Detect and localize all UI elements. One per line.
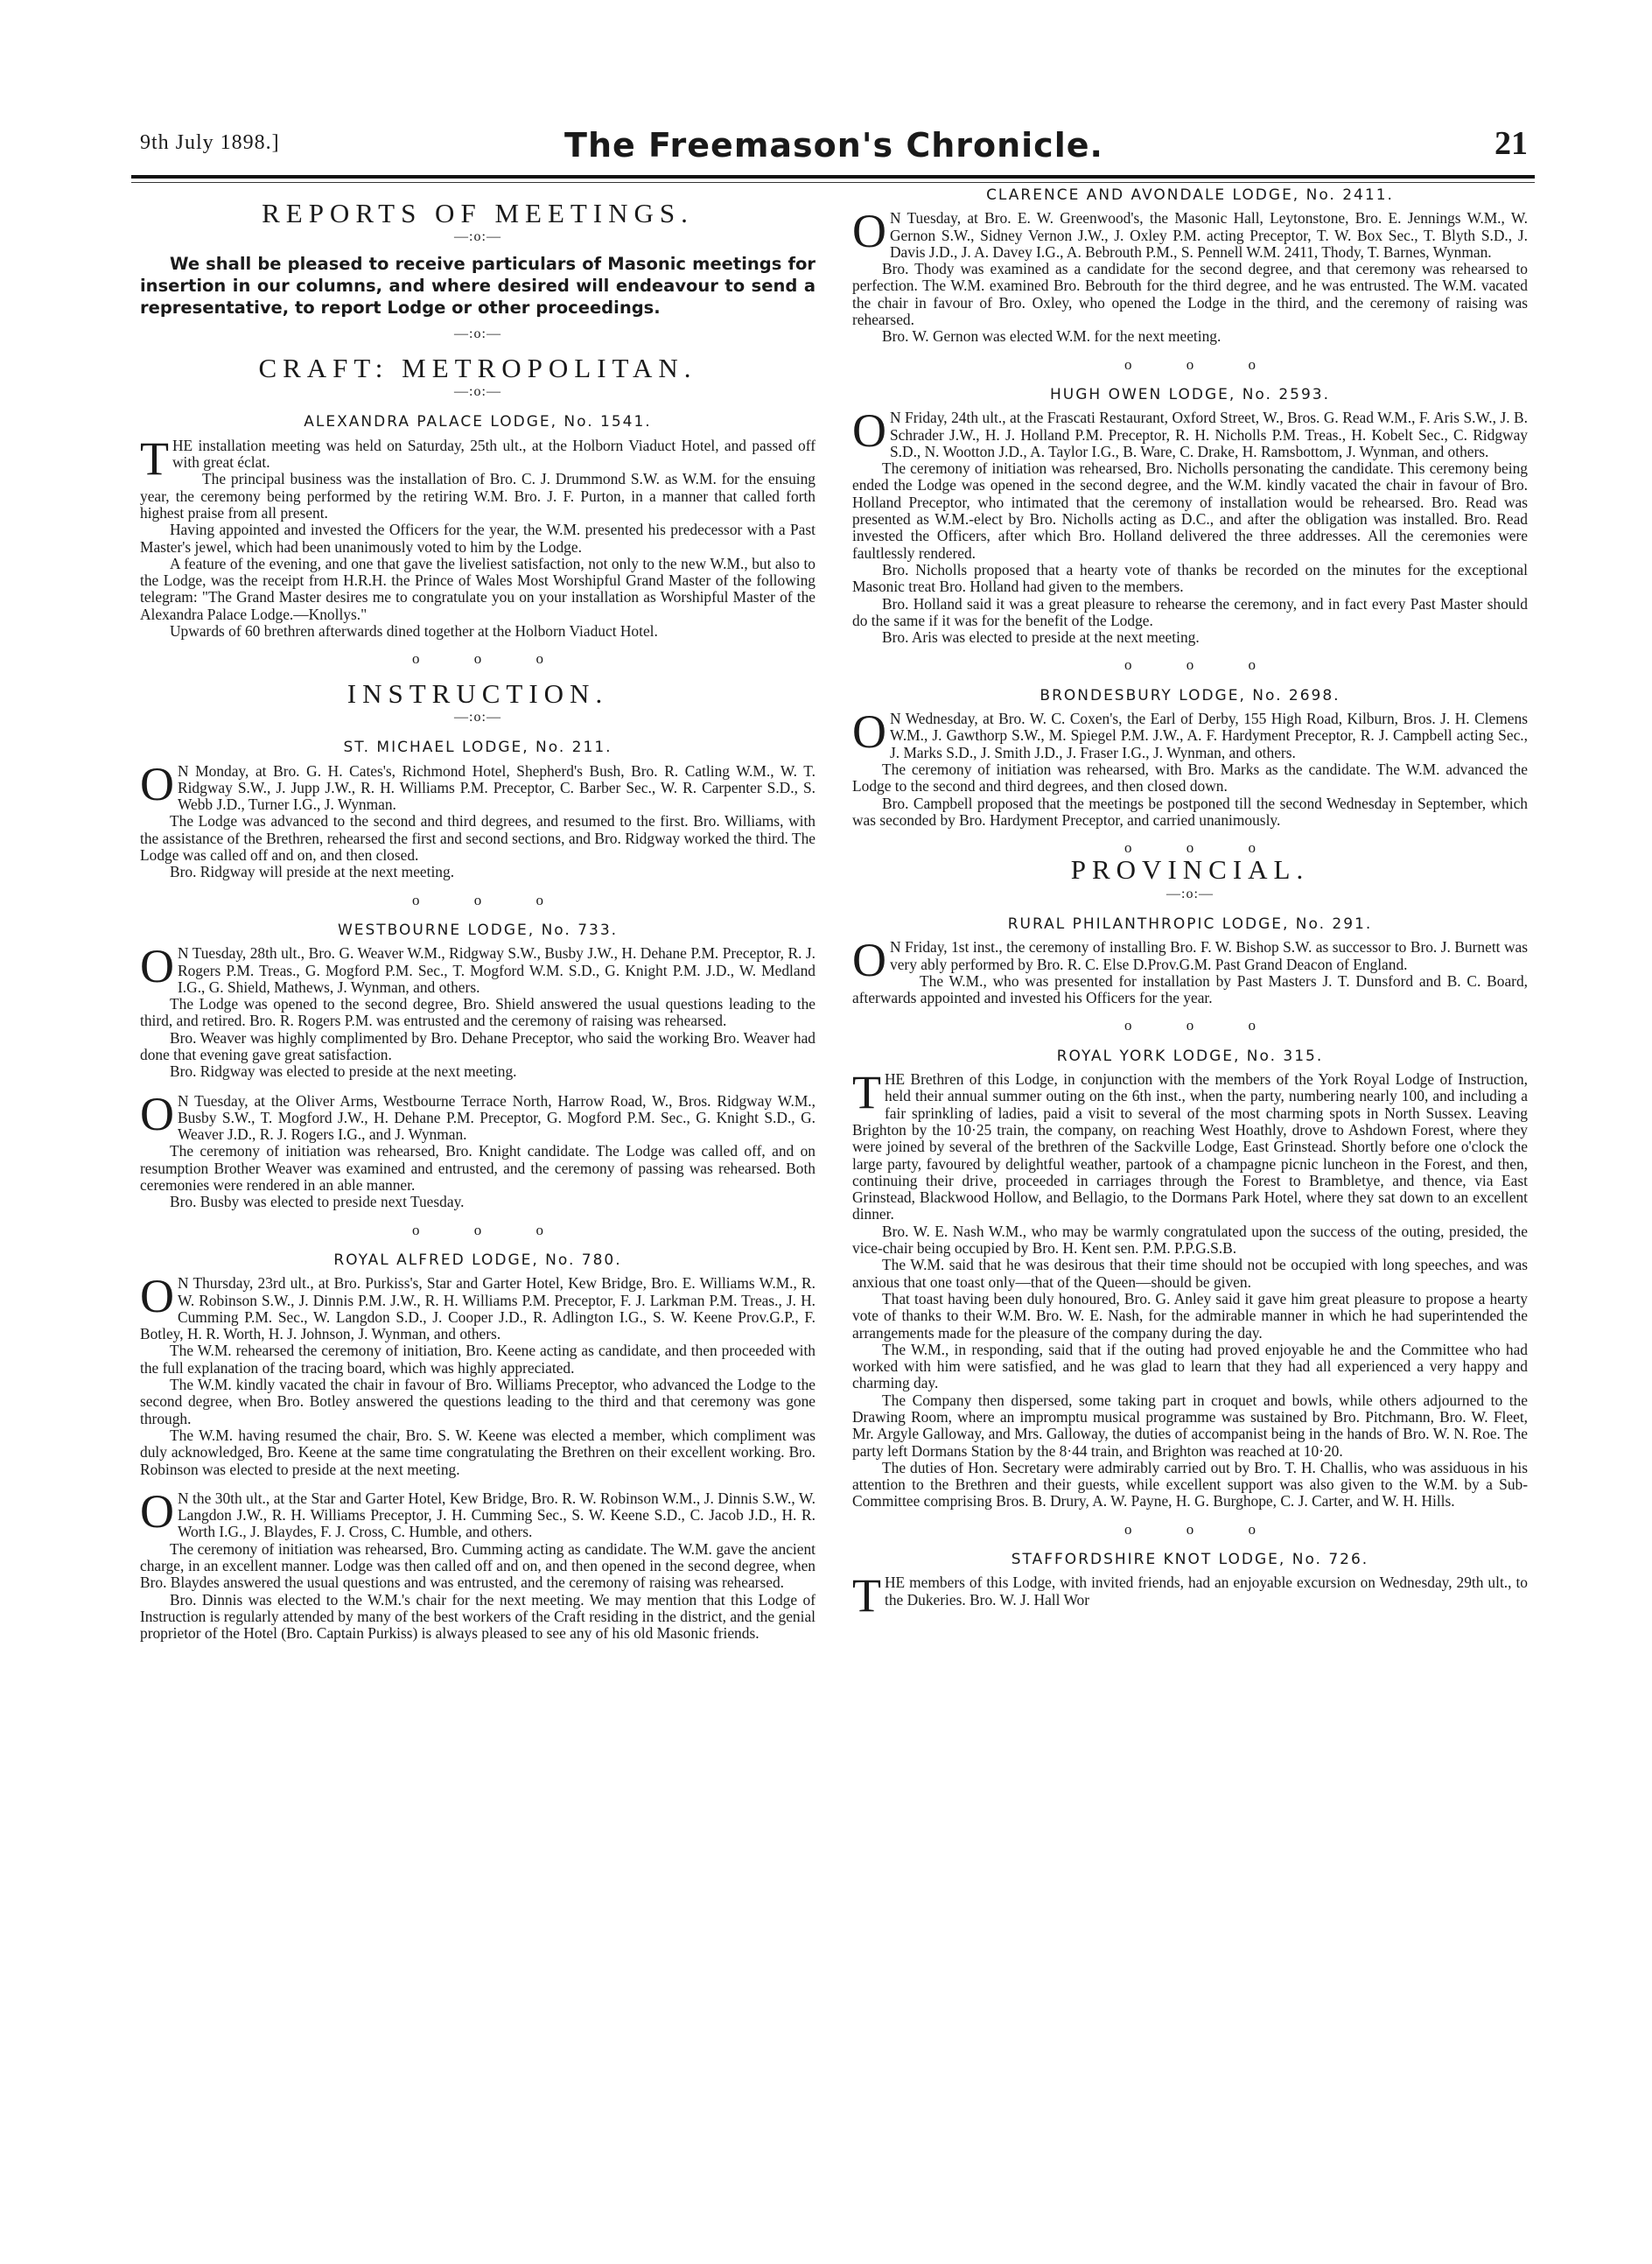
article-paragraph: ON Friday, 24th ult., at the Frascati Restaurant, Oxford Street, W., Bros. G. Read W.M., F. Aris S.W., J. B. Schrader J.W., H. J. Holland P.M. Preceptor, R. H. Nicholls P.M. Treas., H. Kobelt Sec., C. Ridgway S.D., N. Wootton J.D., A. Taylor I.G., B. Ware, C. Drake, H. Ramsbottom, J. Wynman, and others. [852, 404, 1528, 460]
page-header [140, 125, 1528, 175]
lodge-heading: ROYAL YORK LODGE, No. 315. [1056, 1047, 1324, 1065]
article-paragraph: Bro. Dinnis was elected to the W.M.'s chair for the next meeting. We may mention that this Lodge of Instruction is regularly attended by many of the best workers of the Craft residing in the district, and the genial proprietor of the Hotel (Bro. Captain Purkiss) is always pleased to see any of his old Masonic friends. [140, 1590, 816, 1643]
ornament: o o o [1124, 1520, 1256, 1538]
article-paragraph: THE members of this Lodge, with invited friends, had an enjoyable excursion on Wednesday, 29th ult., to the Dukeries. Bro. W. J. Hall Wor [852, 1569, 1528, 1623]
article-paragraph: Bro. Holland said it was a great pleasure to rehearse the ceremony, and in fact every Past Master should do the same if it was for the benefit of the Lodge. [852, 594, 1528, 629]
article-paragraph: ON Tuesday, at Bro. E. W. Greenwood's, the Masonic Hall, Leytonstone, Bro. E. Jennings W.M., W. Gernon S.W., Sidney Vernon J.W., J. Oxley P.M. acting Preceptor, T. W. Box Sec., T. Blyth S.D., J. Davis J.D., J. A. Davey I.G., A. Bebrouth P.M., S. Pennell W.M. 2411, Thody, T. Barnes, Wynman. [852, 205, 1528, 261]
article-paragraph: The ceremony of initiation was rehearsed, Bro. Cumming acting as candidate. The W.M. gave the ancient charge, in an excellent manner. Lodge was then called off and on, and then opened in the second degree, when Bro. Blaydes answered the usual questions and was entrusted, and the ceremony of raising was rehearsed. [140, 1539, 816, 1592]
article-paragraph: THE installation meeting was held on Saturday, 25th ult., at the Holborn Viaduct Hotel, and passed off with great éclat. [140, 431, 816, 485]
article-paragraph: ON Wednesday, at Bro. W. C. Coxen's, the Earl of Derby, 155 High Road, Kilburn, Bros. J. H. Clemens W.M., J. Gawthorp S.W., M. Spiegel P.M. J.W., A. F. Hardyment Preceptor, R. J. Campbell acting Sec., J. Marks S.D., J. Smith J.D., J. Fraser I.G., J. Wynman, and others. [852, 705, 1528, 761]
article-paragraph: The Lodge was advanced to the second and third degrees, and resumed to the first. Bro. Williams, with the assistance of the Brethren, rehearsed the first and second sections, and Bro. Ridgway worked the third. The Lodge was called off and on, and then closed. [140, 812, 816, 865]
article-paragraph: ON Thursday, 23rd ult., at Bro. Purkiss's, Star and Garter Hotel, Kew Bridge, Bro. E. Williams W.M., R. W. Robinson S.W., J. Dinnis P.M. J.W., R. H. Williams P.M. Preceptor, F. J. Larkman P.M. Treas., J. H. Cumming P.M. Sec., W. Langdon S.D., J. Cooper J.D., R. Adlington I.G., S. W. Keene Prov.G.P., F. Botley, H. R. Worth, H. J. Johnson, J. Wynman, and others. [140, 1270, 816, 1343]
article-paragraph: ON Tuesday, at the Oliver Arms, Westbourne Terrace North, Harrow Road, W., Bros. Ridgway W.M., Busby S.W., T. Mogford J.W., H. Dehane P.M. Preceptor, G. Mogford P.M. Sec., G. Knight S.D., G. Weaver J.D., R. J. Rogers I.G., and J. Wynman. [140, 1087, 816, 1144]
article-paragraph: The ceremony of initiation was rehearsed, with Bro. Marks as the candidate. The W.M. advanced the Lodge to the second and third degrees, and then closed down. [852, 760, 1528, 796]
article-paragraph: Upwards of 60 brethren afterwards dined together at the Holborn Viaduct Hotel. [170, 622, 658, 641]
ornament: o o o [412, 650, 543, 668]
article-paragraph: That toast having been duly honoured, Bro. G. Anley said it gave him great pleasure to propose a hearty vote of thanks to their W.M. Bro. W. E. Nash, for the admirable manner in which he had superintended the arrangements made for the pleasure of the company during the day. [852, 1289, 1528, 1342]
article-paragraph: Bro. W. Gernon was elected W.M. for the next meeting. [882, 327, 1222, 346]
divider: —:o:— [1166, 886, 1214, 901]
article-paragraph: ON Friday, 1st inst., the ceremony of installing Bro. F. W. Bishop S.W. as successor to Bro. J. Burnett was very ably performed by Bro. R. C. Else D.Prov.G.M. Past Grand Deacon of England. [852, 934, 1528, 987]
spacer [140, 1478, 816, 1490]
article-paragraph: A feature of the evening, and one that gave the liveliest satisfaction, not only to the new W.M., but also to the Lodge, was the receipt from H.R.H. the Prince of Wales Most Worshipful Grand Master of the following telegram: "The Grand Master desires me to congratulate you on your installation as Worshipful Master of the Alexandra Palace Lodge.—Knollys." [140, 554, 816, 623]
lodge-heading: RURAL PHILANTHROPIC LODGE, No. 291. [1007, 915, 1373, 933]
ornament: o o o [1124, 355, 1256, 373]
lodge-heading: ROYAL ALFRED LODGE, No. 780. [333, 1251, 622, 1269]
article-paragraph: The Lodge was opened to the second degree, Bro. Shield answered the usual questions leading to the third, and retired. Bro. R. Rogers P.M. was entrusted and the ceremony of raising was rehearsed. [140, 995, 816, 1030]
article-paragraph: ON the 30th ult., at the Star and Garter Hotel, Kew Bridge, Bro. R. W. Robinson W.M., J. Dinnis S.W., W. Langdon J.W., R. H. Williams Preceptor, J. H. Cumming Sec., S. W. Keene S.D., C. Jacob J.D., H. R. Worth I.G., J. Blaydes, F. J. Cross, C. Humble, and others. [140, 1484, 816, 1541]
ornament: o o o [1124, 839, 1256, 857]
ornament: o o o [412, 1221, 543, 1238]
provincial-title: PROVINCIAL. [1070, 854, 1310, 886]
lodge-heading: ALEXANDRA PALACE LODGE, No. 1541. [304, 413, 652, 431]
article-paragraph: Bro. Aris was elected to preside at the next meeting. [882, 628, 1200, 647]
left-column [140, 187, 816, 2226]
article-paragraph: Bro. Busby was elected to preside next Tuesday. [170, 1193, 465, 1211]
article-paragraph: The W.M. rehearsed the ceremony of initiation, Bro. Keene acting as candidate, and then proceeded with the full explanation of the tracing board, which was highly appreciated. [140, 1342, 816, 1377]
article-paragraph: The duties of Hon. Secretary were admirably carried out by Bro. T. H. Challis, who was assiduous in his attention to the Brethren and their guests, while excellent support was also given to the W.M. by a Sub-Committee comprising Bros. B. Drury, A. W. Payne, H. G. Burghope, C. J. Carter, and W. H. Hills. [852, 1458, 1528, 1511]
article-paragraph: Bro. Ridgway was elected to preside at the next meeting. [170, 1062, 517, 1081]
ornament: o o o [1124, 1017, 1256, 1034]
article-paragraph: ON Tuesday, 28th ult., Bro. G. Weaver W.M., Ridgway S.W., Busby J.W., H. Dehane P.M. Preceptor, R. J. Rogers P.M. Treas., G. Mogford P.M. Sec., T. Mogford W.M. S.D., G. Knight P.M. J.D., W. Medland I.G., G. Shield, Mathews, J. Wynman, and others. [140, 940, 816, 996]
masthead: The Freemason's Chronicle. [564, 126, 1103, 165]
lodge-heading: ST. MICHAEL LODGE, No. 211. [343, 739, 612, 757]
header-rule-thin [131, 182, 1535, 183]
article-paragraph: The W.M., in responding, said that if the outing had proved enjoyable he and the Committee who had worked with him were satisfied, and he was glad to learn that they had all experienced a very happy and charming day. [852, 1340, 1528, 1392]
article-paragraph: Bro. W. E. Nash W.M., who may be warmly congratulated upon the success of the outing, presided, the vice-chair being occupied by Bro. H. Kent sen. P.M. P.P.G.S.B. [852, 1222, 1528, 1258]
article-paragraph: The principal business was the installation of Bro. C. J. Drummond S.W. as W.M. for the ensuing year, the ceremony being performed by the retiring W.M. Bro. J. F. Purton, in a manner that called forth highest praise from all present. [140, 470, 816, 522]
craft-metropolitan-title: CRAFT: METROPOLITAN. [258, 352, 697, 383]
right-column [852, 187, 1528, 2226]
reports-title: REPORTS OF MEETINGS. [262, 198, 694, 228]
divider: —:o:— [454, 326, 501, 341]
header-rule-thick [131, 175, 1535, 179]
article-paragraph: The ceremony of initiation was rehearsed, Bro. Knight candidate. The Lodge was called off, and on resumption Brother Weaver was examined and entrusted, and the ceremony of passing was rehearsed. Both ceremonies were rendered in an able manner. [140, 1142, 816, 1195]
lodge-heading: BRONDESBURY LODGE, No. 2698. [1040, 686, 1340, 704]
article-paragraph: Bro. Ridgway will preside at the next meeting. [170, 863, 455, 881]
article-paragraph: THE Brethren of this Lodge, in conjunction with the members of the York Royal Lodge of Instruction, held their annual summer outing on the 6th inst., when the party, numbering nearly 100, and including a fair sprinkling of ladies, paid a visit to several of the most charming spots in North Sussex. Leaving Brighton by the 10·25 train, the company, on reaching West Hoathly, drove to Ashdown Forest, where they were joined by several of the brethren of the Sackville Lodge, East Grinstead. Shortly before one o'clock the large party, favoured by delightful weather, partook of a champagne picnic luncheon in the Forest, and then, continuing their drive, proceeded in carriages through the Forest to Brambletye, and thence, via East Grinstead, Blackwood Hollow, and Bellagio, to the Dormans Park Hotel, where they sat down to an excellent dinner. [852, 1066, 1528, 1223]
intro-notice: We shall be pleased to receive particulars of Masonic meetings for insertion in our columns, and where desired will endeavour to send a representative, to report Lodge or other proceedings. [140, 253, 816, 318]
page-number: 21 [1494, 125, 1528, 162]
divider: —:o:— [454, 229, 501, 245]
article-paragraph: Bro. Weaver was highly complimented by Bro. Dehane Preceptor, who said the working Bro. Weaver had done that evening gave great satisfaction. [140, 1028, 816, 1063]
article-paragraph: Bro. Campbell proposed that the meetings be postponed till the second Wednesday in September, which was seconded by Bro. Hardyment Preceptor, and carried unanimously. [852, 794, 1528, 829]
spacer [140, 1081, 816, 1093]
article-paragraph: The W.M., who was presented for installation by Past Masters J. T. Dunsford and B. C. Board, afterwards appointed and invested his Officers for the year. [852, 971, 1528, 1007]
article-paragraph: The W.M. kindly vacated the chair in favour of Bro. Williams Preceptor, who advanced the Lodge to the second degree, when Bro. Botley answered the questions leading to the third and that ceremony was gone through. [140, 1376, 816, 1427]
ornament: o o o [412, 891, 543, 908]
lodge-heading: WESTBOURNE LODGE, No. 733. [337, 921, 619, 939]
issue-date: 9th July 1898.] [140, 131, 280, 154]
lodge-heading: HUGH OWEN LODGE, No. 2593. [1050, 385, 1330, 403]
lodge-heading: CLARENCE AND AVONDALE LODGE, No. 2411. [986, 187, 1394, 204]
article-paragraph: The W.M. having resumed the chair, Bro. S. W. Keene was elected a member, which compliment was duly acknowledged, Bro. Keene at the same time congratulating the Brethren on their excellent working. Bro. Robinson was elected to preside at the next meeting. [140, 1426, 816, 1478]
article-paragraph: The ceremony of initiation was rehearsed, Bro. Nicholls personating the candidate. This ceremony being ended the Lodge was opened in the second degree, and the W.M. kindly vacated the chair in favour of Bro. Holland Preceptor, who intimated that the ceremony of installation would be rehearsed. Bro. Read was presented as W.M.-elect by Bro. Nicholls acting as D.C., and after the obligation was installed. Bro. Read invested the Officers, after which Bro. Holland delivered the three addresses. All the ceremonies were faultlessly rendered. [852, 459, 1528, 562]
lodge-heading: STAFFORDSHIRE KNOT LODGE, No. 726. [1011, 1551, 1369, 1569]
ornament: o o o [1124, 656, 1256, 674]
instruction-title: INSTRUCTION. [346, 677, 609, 709]
article-paragraph: Having appointed and invested the Officers for the year, the W.M. presented his predecessor with a Past Master's jewel, which had been unanimously voted to him by the Lodge. [140, 521, 816, 556]
article-paragraph: Bro. Nicholls proposed that a hearty vote of thanks be recorded on the minutes for the exceptional Masonic treat Bro. Holland had given to the members. [852, 560, 1528, 596]
article-paragraph: ON Monday, at Bro. G. H. Cates's, Richmond Hotel, Shepherd's Bush, Bro. R. Catling W.M., W. T. Ridgway S.W., J. Jupp J.W., R. H. Williams P.M. Preceptor, C. Barber Sec., W. R. Carpenter S.D., S. Webb J.D., Turner I.G., J. Wynman. [140, 757, 816, 814]
article-paragraph: Bro. Thody was examined as a candidate for the second degree, and that ceremony was rehearsed to perfection. The W.M. examined Bro. Bebrouth for the third degree, and he was entrusted. The W.M. vacated the chair in favour of Bro. Oxley, who opened the Lodge in the third, and the ceremony of raising was rehearsed. [852, 260, 1528, 329]
divider: —:o:— [454, 384, 501, 400]
divider: —:o:— [454, 709, 501, 725]
article-paragraph: The Company then dispersed, some taking part in croquet and bowls, while others adjourned to the Drawing Room, where an impromptu musical programme was sustained by Bro. Pitchmann, Bro. W. Fleet, Mr. Argyle Galloway, and Mrs. Galloway, the duties of accompanist being in the hands of Bro. W. N. Roe. The party left Dormans Station by the 8·44 train, and Brighton was reached at 10·20. [852, 1391, 1528, 1460]
article-paragraph: The W.M. said that he was desirous that their time should not be occupied with long speeches, and was anxious that one toast only—that of the Queen—should be given. [852, 1256, 1528, 1291]
